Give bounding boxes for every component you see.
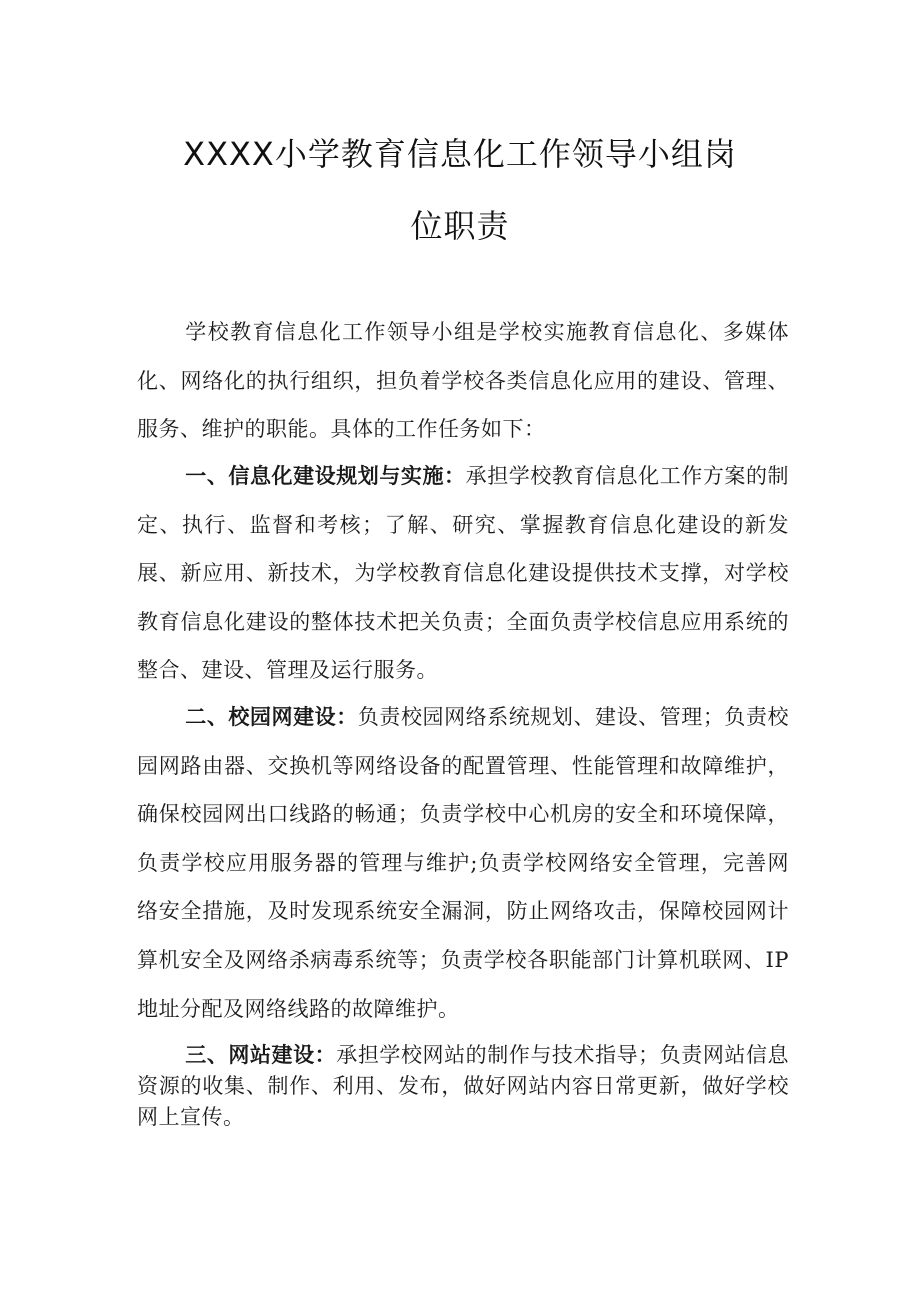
section-2-body: 负责校园网络系统规划、建设、管理；负责校园网路由器、交换机等网络设备的配置管理、性能管理和故障维护，确保校园网出口线路的畅通；负责学校中心机房的安全和环境保障，负责学校应用服务器的管理与维护;负责学校网络安全管理，完善网络安全措施，及时发现系统安全漏洞，防止网络攻击，保障校园网计算机安全及网络杀病毒系统等；负责学校各职能部门计算机联网、IP地址分配及网络线路的故障维护。 (137, 705, 790, 1021)
section-2-paragraph (137, 693, 789, 1033)
intro-paragraph: 学校教育信息化工作领导小组是学校实施教育信息化、多媒体化、网络化的执行组织，担负着学校各类信息化应用的建设、管理、服务、维护的职能。具体的工作任务如下： (137, 320, 789, 442)
section-3-paragraph (137, 1040, 789, 1133)
document-title-line2: 位职责 (410, 207, 510, 245)
section-1-heading: 一、信息化建设规划与实施： (185, 464, 466, 488)
section-1-paragraph (137, 452, 789, 695)
section-1-body: 承担学校教育信息化工作方案的制定、执行、监督和考核；了解、研究、掌握教育信息化建设的新发展、新应用、新技术，为学校教育信息化建设提供技术支撑，对学校教育信息化建设的整体技术把关负责；全面负责学校信息应用系统的整合、建设、管理及运行服务。 (137, 464, 790, 683)
section-3-body: 承担学校网站的制作与技术指导；负责网站信息资源的收集、制作、利用、发布，做好网站内容日常更新，做好学校网上宣传。 (137, 1043, 790, 1129)
section-3-heading: 三、网站建设： (185, 1043, 337, 1067)
document-title-line1: XXXX小学教育信息化工作领导小组岗 (183, 135, 737, 173)
section-2-heading: 二、校园网建设： (185, 705, 358, 729)
